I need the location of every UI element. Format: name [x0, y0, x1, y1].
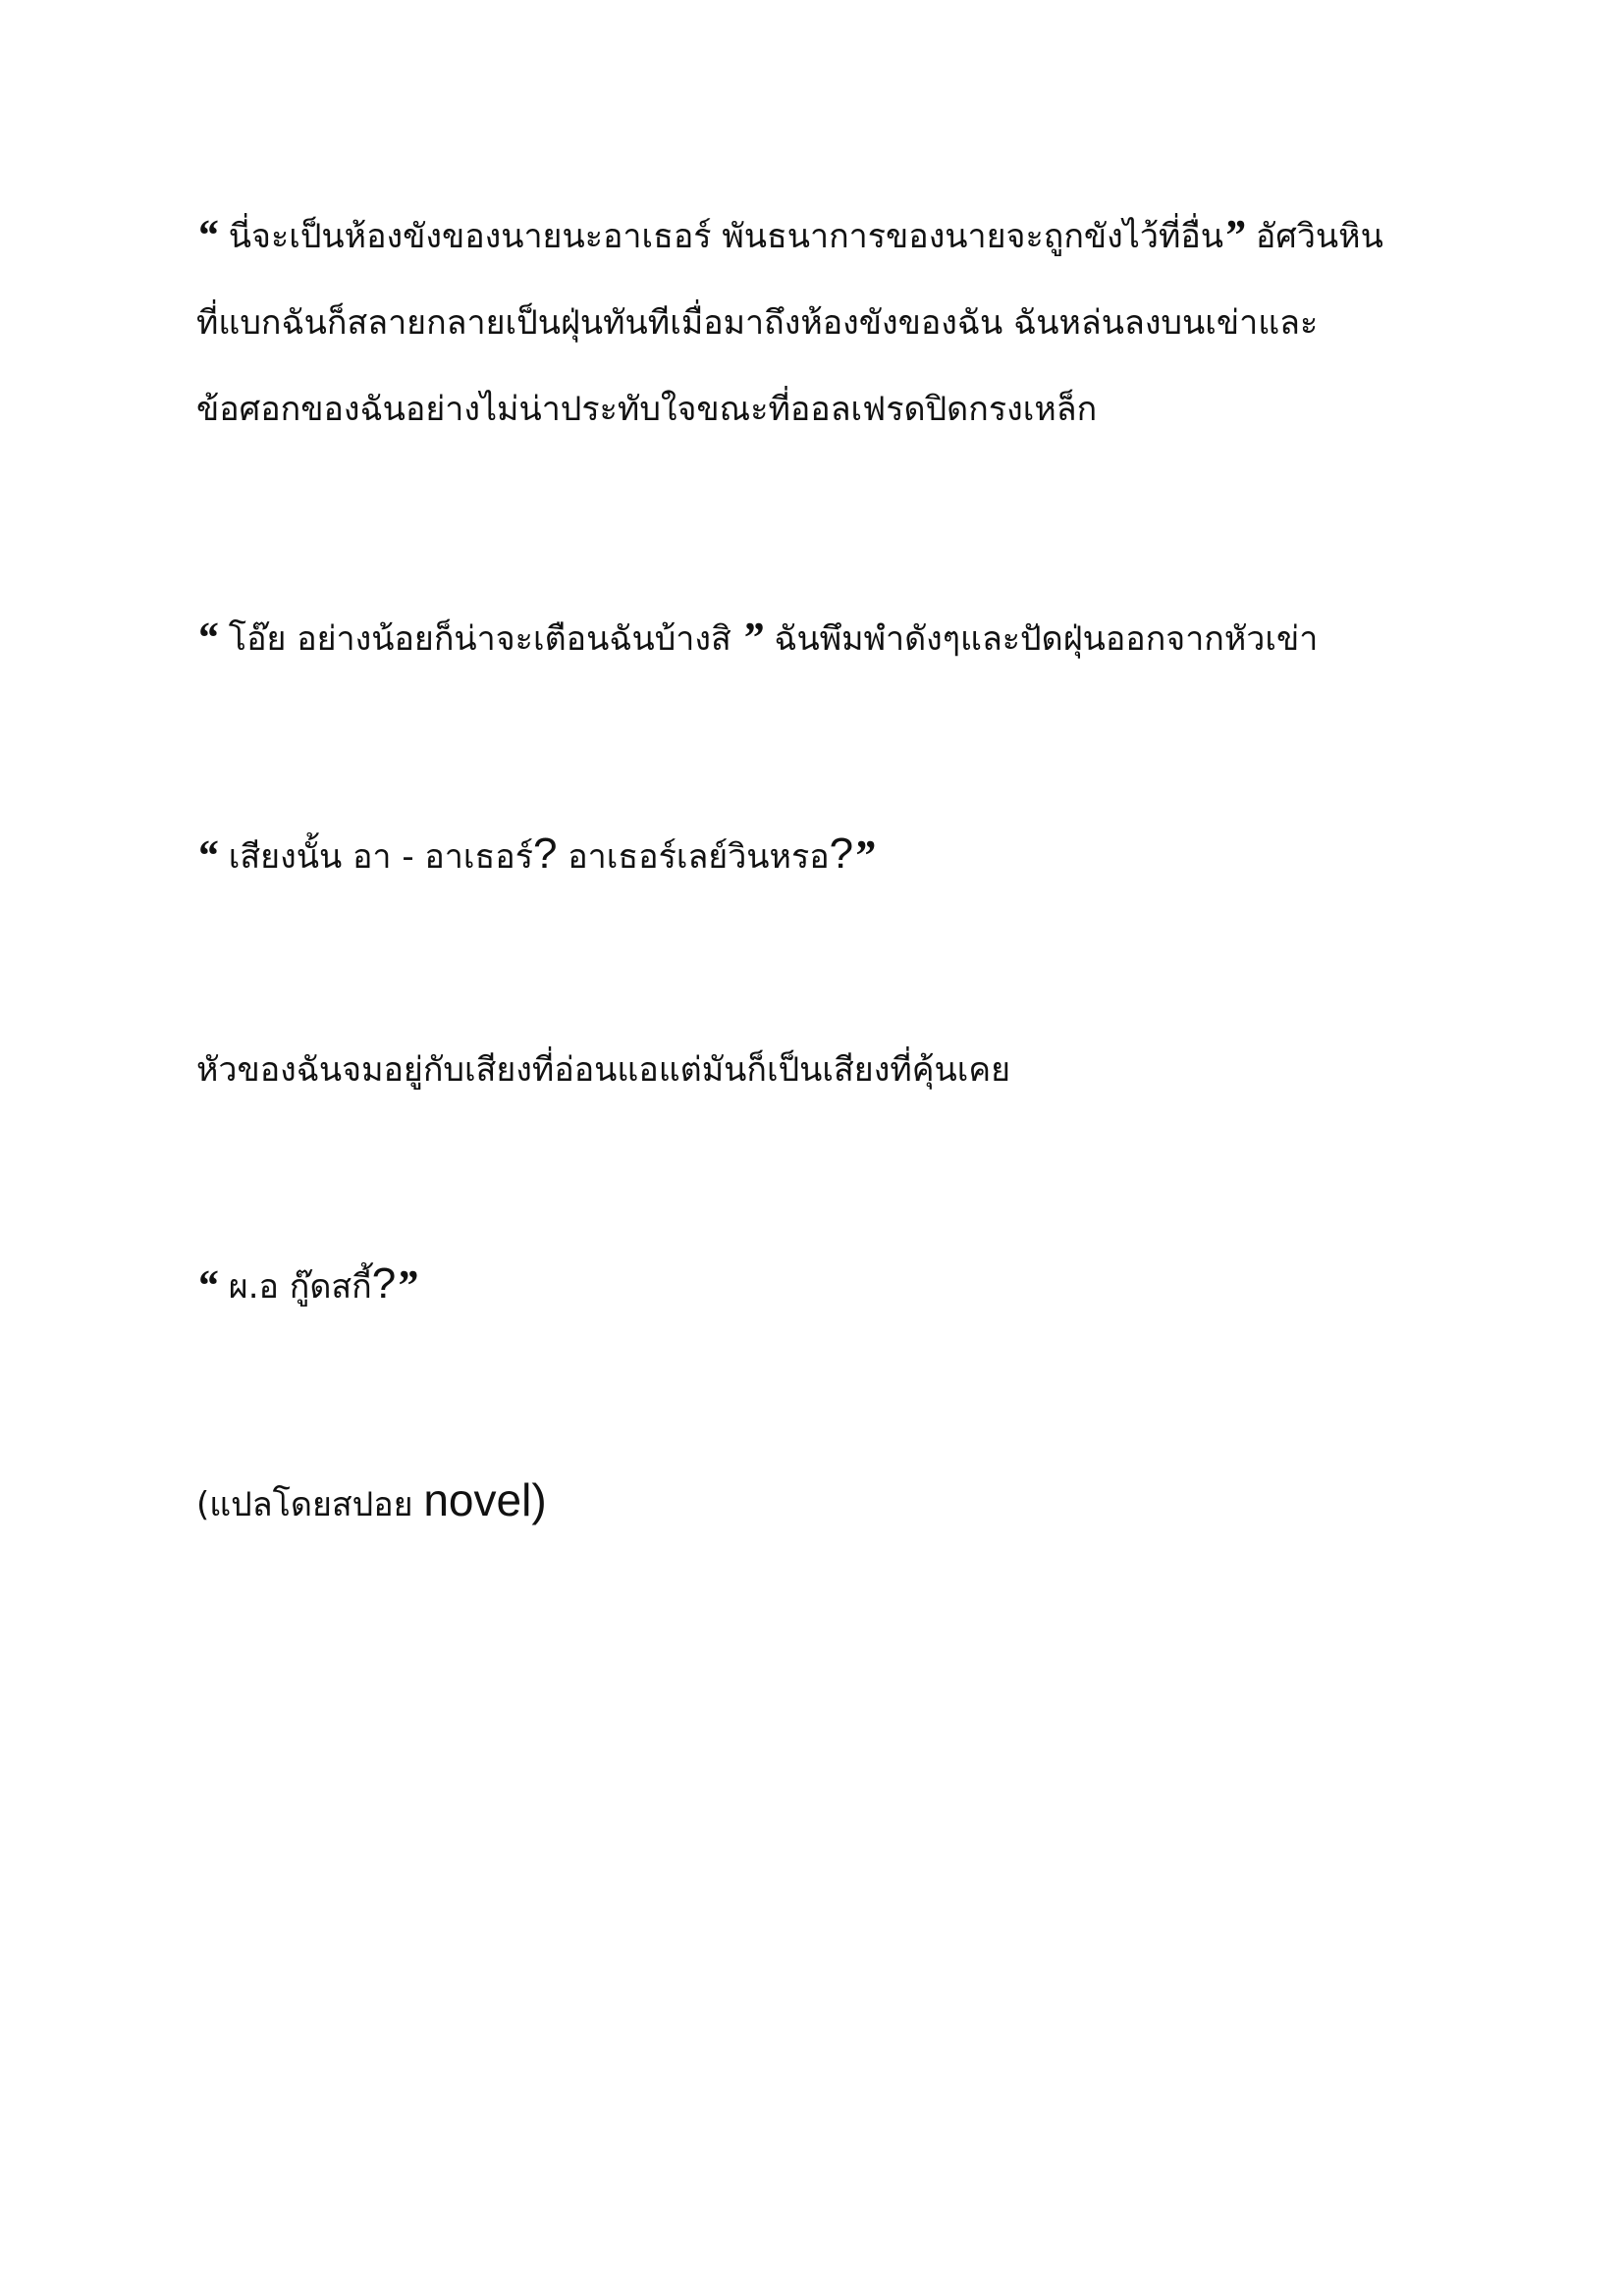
paragraph-line — [196, 192, 1473, 280]
open-quote: “ — [196, 831, 218, 880]
close-quote: ” — [1223, 211, 1246, 259]
paragraph-line: ข้อศอกของฉันอย่างไม่น่าประทับใจขณะที่ออลเฟรดปิดกรงเหล็ก — [196, 390, 1098, 429]
dialogue-text: นี่จะเป็นห้องขังของนายนะอาเธอร์ พันธนาการของนายจะถูกขังไว้ที่อื่น — [218, 217, 1224, 256]
narration-text: หัวของฉันจมอยู่กับเสียงที่อ่อนแอแต่มันก็เป็นเสียงที่คุ้นเคย — [196, 1050, 1010, 1090]
dialogue-text: อาเธอร์เลย์วินหรอ — [557, 837, 830, 877]
dialogue-text: ผ.อ กู๊ดสกี้ — [218, 1267, 372, 1307]
paragraph-goodsky — [196, 1241, 1473, 1330]
dialogue-text: เสียงนั้น อา - อาเธอร์ — [218, 837, 533, 877]
credit-close-paren: ) — [531, 1474, 547, 1525]
paragraph-line: ที่แบกฉันก็สลายกลายเป็นฝุ่นทันทีเมื่อมาถึงห้องขังของฉัน ฉันหล่นลงบนเข่าและ — [196, 303, 1319, 343]
open-quote: “ — [196, 211, 218, 259]
credit-text: แปลโดยสปอย — [209, 1485, 424, 1524]
paragraph-that-voice — [196, 811, 1473, 900]
paragraph-ouch — [196, 595, 1473, 682]
dialogue-text: โอ๊ย อย่างน้อยก็น่าจะเตือนฉันบ้างสิ — [218, 619, 742, 659]
question-mark: ? — [829, 829, 854, 878]
close-quote: ” — [396, 1261, 418, 1309]
question-mark: ? — [371, 1259, 397, 1308]
narration-text: อัศวินหิน — [1245, 217, 1383, 256]
open-quote: “ — [196, 1261, 218, 1309]
paragraph-familiar-voice — [196, 1027, 1473, 1113]
credit-novel: novel — [423, 1474, 532, 1525]
question-mark: ? — [532, 829, 558, 878]
open-quote: “ — [196, 614, 218, 662]
narration-text: ฉันพึมพำดังๆและปัดฝุ่นออกจากหัวเข่า — [763, 619, 1319, 659]
paragraph-arthur-cell — [196, 192, 1473, 453]
translator-credit — [196, 1457, 1473, 1548]
close-quote: ” — [741, 614, 764, 662]
credit-open-paren: ( — [196, 1485, 210, 1524]
close-quote: ” — [853, 831, 876, 880]
